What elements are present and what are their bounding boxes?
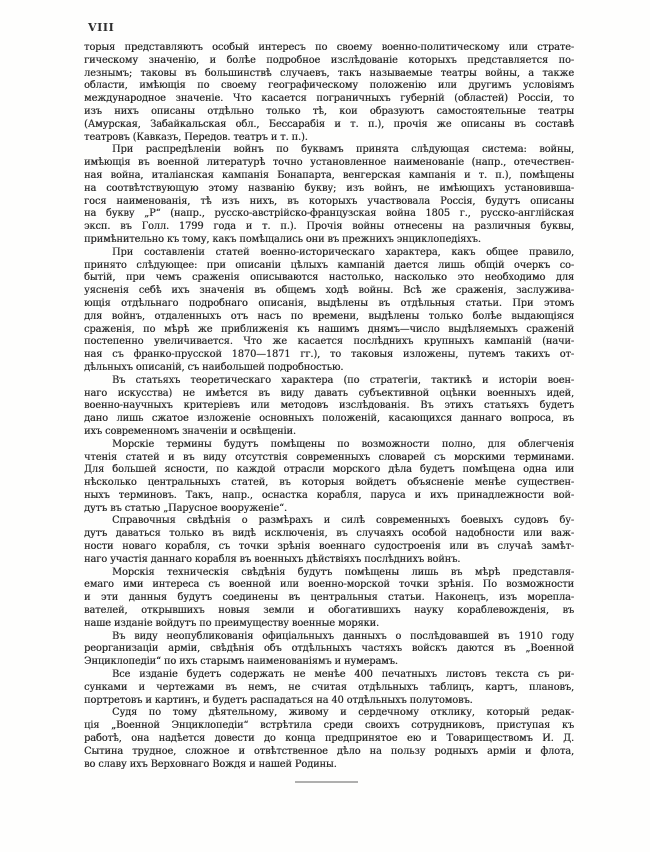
text-line: области, имѣющія по своему географическому положенію или другимъ условіямъ [84, 80, 574, 92]
text-line: портретовъ и картинъ, и будетъ распадаться на 40 отдѣльныхъ полутомовъ. [84, 694, 473, 706]
text-line: Сытина трудное, сложное и отвѣтственное дѣло на пользу родныхъ арміи и флота, [84, 745, 574, 757]
text-line: При составленіи статей военно-историческаго характера, какъ общее правило, [112, 246, 574, 258]
text-line: Все изданіе будетъ содержать не менѣе 400 печатныхъ листовъ текста съ ри- [112, 669, 574, 681]
text-line: Энциклопедіи“ по ихъ старымъ наименованіямъ и нумерамъ. [84, 656, 398, 668]
paragraph [84, 375, 574, 439]
text-line: эксп. въ Голл. 1799 года и т. п.). Прочія войны отнесены на различныя буквы, [84, 221, 574, 233]
text-line: сраженія, по мѣрѣ же приближенія къ нашимъ днямъ—число выдѣляемыхъ сраженій [84, 323, 574, 335]
paragraph [84, 42, 574, 144]
text-line: дано лишь сжатое изложеніе основныхъ положеній, касающихся даннаго вопроса, въ [84, 413, 574, 425]
text-line: принято слѣдующее: при описаніи цѣлыхъ кампаній дается лишь общій очеркъ со- [84, 259, 574, 271]
paragraph [84, 247, 574, 375]
text-line: международное значеніе. Что касается пограничныхъ губерній (областей) Россіи, то [84, 93, 574, 105]
text-line: ція „Военной Энциклопедіи“ встрѣтила среди своихъ сотрудниковъ, приступая къ [84, 720, 574, 732]
text-line: ихъ современномъ значеніи и освѣщеніи. [84, 425, 296, 437]
text-line: наго участія даннаго корабля въ военныхъ дѣйствіяхъ послѣднихъ войнъ. [84, 553, 461, 565]
text-line: примѣнительно къ тому, какъ помѣщались они въ прежнихъ энциклопедіяхъ. [84, 233, 481, 245]
text-line: сунками и чертежами въ немъ, не считая отдѣльныхъ таблицъ, картъ, плановъ, [84, 681, 574, 693]
text-line: ющія отдѣльнаго подробнаго описанія, выдѣлены въ отдѣльныя статьи. При этомъ [84, 297, 574, 309]
text-line: дутъ въ статью „Парусное вооруженіе“. [84, 502, 287, 514]
text-line: торыя представляютъ особый интересъ по своему военно-политическому или страте- [84, 42, 574, 53]
text-line: Въ статьяхъ теоретическаго характера (по стратегіи, тактикѣ и исторіи воен- [112, 374, 574, 386]
page-number: VIII [88, 21, 115, 34]
text-line: Для большей ясности, по каждой отрасли морского дѣла будетъ помѣщена одна или [84, 464, 574, 476]
text-line: на соотвѣтствующую этому названію букву; изъ войнъ, не имѣющихъ установивша- [84, 182, 574, 194]
text-line: реорганизаціи арміи, свѣдѣнія объ отдѣльныхъ частяхъ войскъ даются въ „Военной [84, 643, 574, 655]
text-line: емаго ими интереса съ военной или военно-морской точки зрѣнія. По возможности [84, 579, 574, 591]
text-line: Морскія техническія свѣдѣнія будутъ помѣщены лишь въ мѣрѣ представля- [112, 566, 574, 578]
paragraph [84, 631, 574, 669]
paragraph [84, 669, 574, 707]
text-line: и эти данныя будутъ соединены въ центральныя статьи. Наконецъ, изъ морепла- [84, 592, 574, 604]
text-line: военно-научныхъ критеріевъ или методовъ изслѣдованія. Въ этихъ статьяхъ будетъ [84, 400, 574, 412]
paragraph [84, 515, 574, 566]
text-line: чтенія статей и въ виду отсутствія современныхъ словарей съ морскими терминами. [84, 451, 574, 463]
text-line: При распредѣленіи войнъ по буквамъ принята слѣдующая система: войны, [112, 144, 574, 156]
text-line: во славу ихъ Верховнаго Вождя и нашей Родины. [84, 758, 337, 770]
text-line: постепенно увеличивается. Что же касается послѣднихъ крупныхъ кампаній (начи- [84, 336, 574, 348]
text-line: ная съ франко-прусской 1870—1871 гг.), то таковыя изложены, путемъ такихъ от- [84, 349, 574, 361]
text-line: работѣ, она надѣется довести до конца предпринятое ею и Товариществомъ И. Д. [84, 733, 574, 745]
paragraph [84, 144, 574, 246]
text-line: лезнымъ; таковы въ большинствѣ случаевъ, такъ называемые театры войны, а также [84, 67, 574, 79]
text-line: наго искусства) не имѣется въ виду давать субъективной оцѣнки военныхъ идей, [84, 387, 574, 399]
text-line: наше изданіе войдутъ по преимуществу военные моряки. [84, 617, 379, 629]
text-line: театровъ (Кавказъ, Передов. театръ и т. п.). [84, 131, 308, 143]
text-line: дутъ даваться только въ видѣ исключенія, въ случаяхъ особой надобности или важ- [84, 528, 574, 540]
text-block [84, 42, 574, 771]
text-line: Морскіе термины будутъ помѣщены по возможности полно, для облегченія [112, 438, 574, 450]
paragraph [84, 707, 574, 771]
text-line: на букву „Р“ (напр., русско-австрійско-французская война 1805 г., русско-англійская [84, 208, 574, 220]
text-line: изъ нихъ описаны отдѣльно только тѣ, кои образуютъ самостоятельные театры [84, 105, 574, 117]
text-line: Въ виду неопубликованія офиціальныхъ данныхъ о послѣдовавшей въ 1910 году [112, 630, 574, 642]
text-line: для войнъ, отдаленныхъ отъ насъ по времени, выдѣлены только болѣе выдающіяся [84, 310, 574, 322]
text-line: ности новаго корабля, съ точки зрѣнія военнаго судостроенія или въ случаѣ замѣт- [84, 541, 574, 553]
text-line: имѣющія въ военной литературѣ точно установленное наименованіе (напр., отечествен- [84, 157, 574, 169]
text-line: уясненія себѣ ихъ значенія въ общемъ ходѣ войны. Всѣ же сраженія, заслужива- [84, 285, 574, 297]
text-line: Судя по тому дѣятельному, живому и сердечному отклику, который редак- [112, 707, 574, 719]
paragraph [84, 439, 574, 516]
section-divider [295, 781, 358, 783]
text-line: дѣльныхъ описаній, съ наибольшей подробностью. [84, 361, 344, 373]
text-line: (Амурская, Забайкальская обл., Бессарабія и т. п.), прочія же описаны въ составѣ [84, 118, 574, 130]
text-line: нѣсколько центральныхъ статей, въ которыя войдетъ объясненіе менѣе существен- [84, 477, 574, 489]
text-line: Справочныя свѣдѣнія о размѣрахъ и силѣ современныхъ боевыхъ судовъ бу- [112, 515, 574, 527]
text-line: гическому значенію, и болѣе подробное изслѣдованіе которыхъ представляется по- [84, 54, 574, 66]
text-line: вателей, открывшихъ новыя земли и обогатившихъ науку кораблевожденія, въ [84, 605, 574, 617]
paragraph [84, 567, 574, 631]
text-line: ная война, италіанская кампанія Бонапарта, венгерская кампанія и т. п.), помѣщены [84, 169, 574, 181]
text-line: бытій, при чемъ сраженія описываются настолько, насколько это необходимо для [84, 272, 574, 284]
text-line: ныхъ терминовъ. Такъ, напр., оснастка корабля, паруса и ихъ принадлежности вой- [84, 489, 574, 501]
text-line: гося наименованія, тѣ изъ нихъ, въ которыхъ участвовала Россія, будутъ описаны [84, 195, 574, 207]
